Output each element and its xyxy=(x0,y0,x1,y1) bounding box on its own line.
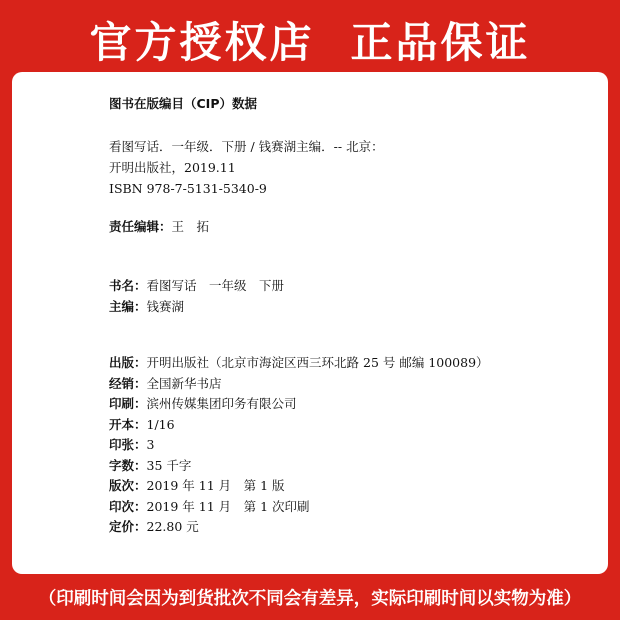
pub-row xyxy=(109,374,579,395)
pub-label: 印次： xyxy=(109,498,147,514)
pub-value: 35 千字 xyxy=(146,457,192,473)
book-info xyxy=(109,275,579,317)
pub-label: 版次： xyxy=(109,478,147,493)
pub-row xyxy=(109,476,579,497)
cip-line-2: 开明出版社，2019.11 xyxy=(109,160,236,175)
banner-genuine-guarantee: 正品保证 xyxy=(350,18,531,67)
pub-label: 定价： xyxy=(109,519,147,534)
pub-row xyxy=(109,497,579,518)
copyright-content xyxy=(109,94,579,538)
chief-editor-value: 钱赛湖 xyxy=(146,299,185,314)
pub-row xyxy=(109,415,579,436)
pub-label: 经销： xyxy=(109,375,147,391)
book-title-value: 看图写话 一年级 下册 xyxy=(146,278,285,293)
pub-value: 3 xyxy=(146,437,155,452)
pub-label: 字数： xyxy=(109,457,147,473)
pub-row xyxy=(109,353,579,374)
responsible-editor xyxy=(109,217,579,235)
pub-value: 2019 年 11 月 第 1 次印刷 xyxy=(146,498,310,514)
banner-authorized-store: 官方授权店 xyxy=(89,18,315,67)
cip-title: 图书在版编目（CIP）数据 xyxy=(109,96,257,111)
editor-value: 王 拓 xyxy=(171,219,210,234)
pub-value: 1/16 xyxy=(146,416,175,432)
pub-label: 印刷： xyxy=(109,396,147,411)
chief-editor-row xyxy=(109,296,579,317)
book-title-label: 书名： xyxy=(109,278,147,293)
cip-isbn: ISBN 978-7-5131-5340-9 xyxy=(109,181,267,196)
pub-value: 开明出版社（北京市海淀区西三环北路 25 号 邮编 100089） xyxy=(146,355,489,370)
pub-value: 全国新华书店 xyxy=(146,375,222,391)
pub-row xyxy=(109,456,579,477)
pub-value: 2019 年 11 月 第 1 版 xyxy=(146,478,285,493)
editor-label: 责任编辑： xyxy=(109,219,172,234)
pub-row xyxy=(109,394,579,415)
cip-line-1: 看图写话．一年级．下册 / 钱赛湖主编．-- 北京： xyxy=(109,139,384,154)
chief-editor-label: 主编： xyxy=(109,299,147,314)
print-time-notice: （印刷时间会因为到货批次不同会有差异，实际印刷时间以实物为准） xyxy=(38,588,582,609)
top-banner xyxy=(0,0,620,80)
book-title-row xyxy=(109,275,579,296)
pub-label: 出版： xyxy=(109,355,147,370)
pub-value: 22.80 元 xyxy=(146,519,199,534)
pub-row xyxy=(109,517,579,538)
pub-row xyxy=(109,435,579,456)
copyright-page-card xyxy=(12,72,608,574)
pub-value: 滨州传媒集团印务有限公司 xyxy=(146,396,297,411)
publication-info xyxy=(109,353,579,538)
pub-label: 印张： xyxy=(109,437,147,452)
pub-label: 开本： xyxy=(109,416,147,432)
